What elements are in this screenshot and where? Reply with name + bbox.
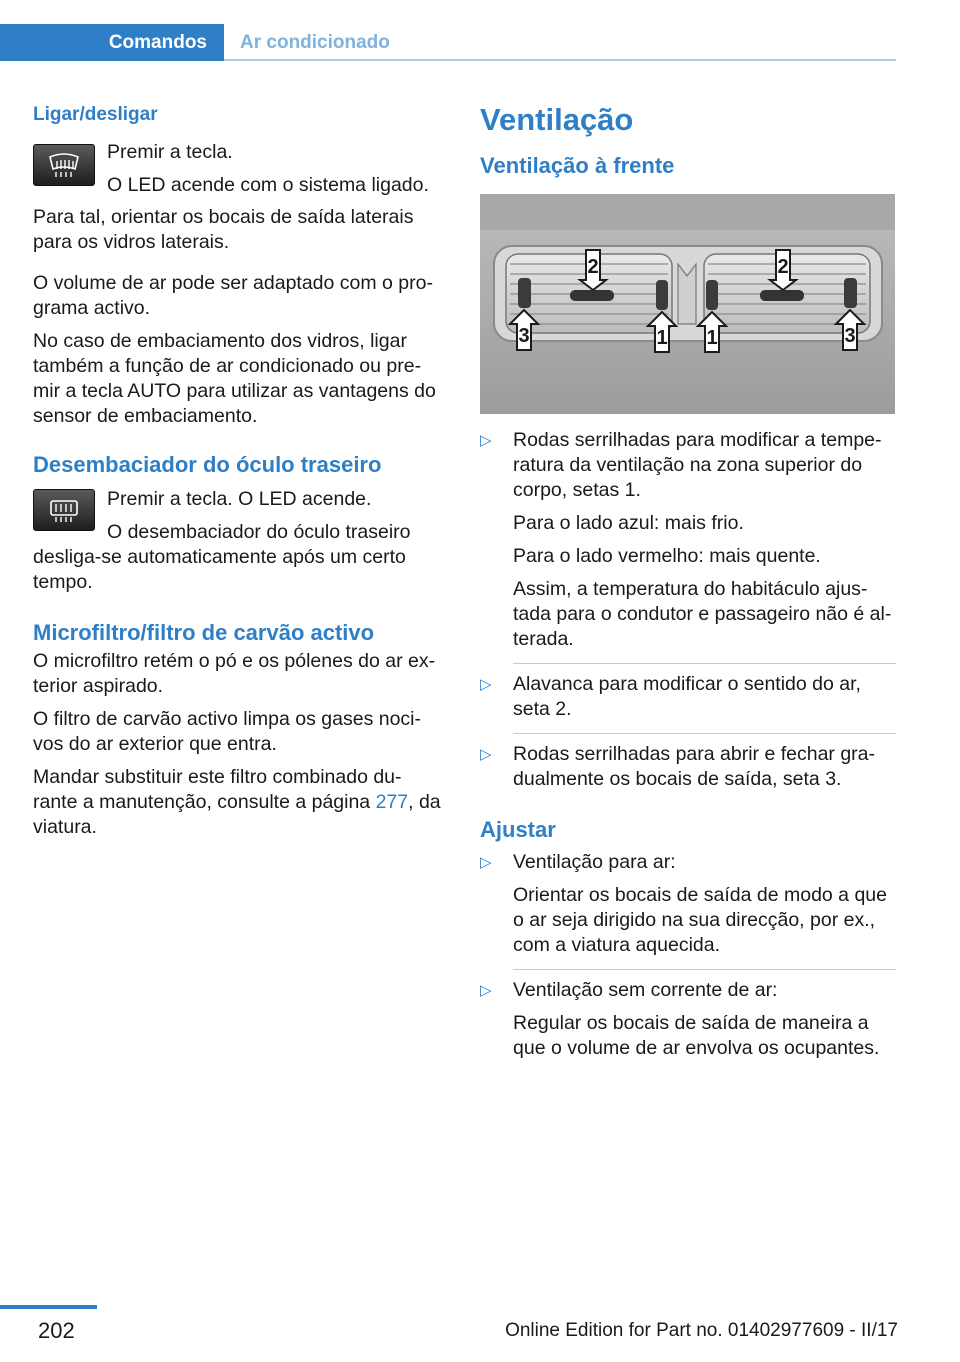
paragraph xyxy=(33,765,443,840)
list-text: Assim, a temperatura do habitáculo ajus‐tada para o condutor e passageiro não é al‐terada. xyxy=(513,578,892,650)
left-column xyxy=(33,100,443,840)
heading-ligar-desligar: Ligar/desligar xyxy=(33,104,158,125)
paragraph: O microfiltro retém o pó e os pólenes do ar ex‐terior aspirado. xyxy=(33,650,436,697)
text: , da viatura. xyxy=(33,791,441,838)
arrow-label-3: 3 xyxy=(518,325,530,347)
list-text: Para o lado vermelho: mais quente. xyxy=(513,545,821,567)
list-arrow-icon: ▷ xyxy=(480,982,492,999)
tab-ar-condicionado[interactable]: Ar condicionado xyxy=(240,31,390,53)
list-text: Regular os bocais de saída de maneira a que o volume de ar envolva os ocupantes. xyxy=(513,1012,880,1059)
list-divider xyxy=(513,969,896,970)
key-row-rear-defrost xyxy=(33,487,443,545)
defrost-led-note: O LED acende com o sistema ligado. xyxy=(107,174,429,196)
list-text: Para o lado azul: mais frio. xyxy=(513,512,744,534)
list-text: Ventilação sem corrente de ar: xyxy=(513,979,778,1001)
text: Mandar substituir este filtro combinado du‐rante a manutenção, consulte a página xyxy=(33,766,402,813)
paragraph: O volume de ar pode ser adaptado com o pro‐grama activo. xyxy=(33,272,433,319)
paragraph: No caso de embaciamento dos vidros, ligar também a função de ar condicionado ou pre‐mir a tecla AUTO para utilizar as vantagens do sensor de embaciamento. xyxy=(33,330,436,427)
arrow-label-1: 1 xyxy=(706,327,718,349)
adjust-list xyxy=(480,850,896,1061)
heading-ventilacao: Ventilação xyxy=(480,102,634,137)
vent-feature-list xyxy=(480,428,896,792)
list-arrow-icon: ▷ xyxy=(480,854,492,871)
list-arrow-icon: ▷ xyxy=(480,676,492,693)
list-text: Rodas serrilhadas para modificar a tempe‐ratura da ventilação na zona superior do corpo, setas 1. xyxy=(513,429,882,501)
paragraph: Para tal, orientar os bocais de saída laterais para os vidros laterais. xyxy=(33,206,414,253)
list-text: Rodas serrilhadas para abrir e fechar gra‐dualmente os bocais de saída, seta 3. xyxy=(513,743,876,790)
edition-footer: Online Edition for Part no. 01402977609 - II/17 xyxy=(505,1320,898,1341)
key-row-defrost xyxy=(33,142,443,198)
header-rule xyxy=(224,59,896,61)
rear-defrost-instruction: Premir a tecla. O LED acende. xyxy=(107,488,372,510)
heading-desembaciador: Desembaciador do óculo traseiro xyxy=(33,452,382,477)
list-divider xyxy=(513,733,896,734)
arrow-label-2: 2 xyxy=(587,256,599,278)
heading-ventilacao-frente: Ventilação à frente xyxy=(480,153,675,178)
list-item xyxy=(480,850,896,970)
page-header xyxy=(0,0,960,62)
list-item xyxy=(480,428,896,664)
defrost-key-instruction: Premir a tecla. xyxy=(107,141,233,163)
rear-defrost-note: O desembaciador do óculo traseiro xyxy=(107,521,411,543)
vent-photo xyxy=(480,194,896,414)
paragraph: desliga-se automaticamente após um certo tempo. xyxy=(33,546,406,593)
list-text: Ventilação para ar: xyxy=(513,851,676,873)
list-text: Alavanca para modificar o sentido do ar, seta 2. xyxy=(513,673,861,720)
paragraph: O filtro de carvão activo limpa os gases noci‐vos do ar exterior que entra. xyxy=(33,708,422,755)
list-item xyxy=(480,742,896,792)
vent-photo-illustration xyxy=(480,194,895,414)
list-item xyxy=(480,672,896,734)
heading-ajustar: Ajustar xyxy=(480,817,556,842)
arrow-label-3: 3 xyxy=(844,325,856,347)
heading-microfiltro: Microfiltro/filtro de carvão activo xyxy=(33,620,375,645)
windscreen-defrost-key-icon xyxy=(33,144,95,186)
list-divider xyxy=(513,663,896,664)
list-arrow-icon: ▷ xyxy=(480,746,492,763)
page-link-277[interactable]: 277 xyxy=(375,791,409,813)
page-number-bar xyxy=(0,1305,97,1309)
right-column xyxy=(480,100,896,1061)
arrow-label-1: 1 xyxy=(656,327,668,349)
rear-window-defrost-key-icon xyxy=(33,489,95,531)
page-number: 202 xyxy=(38,1318,75,1343)
tab-comandos[interactable]: Comandos xyxy=(0,24,224,61)
list-arrow-icon: ▷ xyxy=(480,432,492,449)
list-text: Orientar os bocais de saída de modo a que o ar seja dirigido na sua direcção, por ex., com a viatura aquecida. xyxy=(513,884,887,956)
arrow-label-2: 2 xyxy=(777,256,789,278)
list-item xyxy=(480,978,896,1061)
